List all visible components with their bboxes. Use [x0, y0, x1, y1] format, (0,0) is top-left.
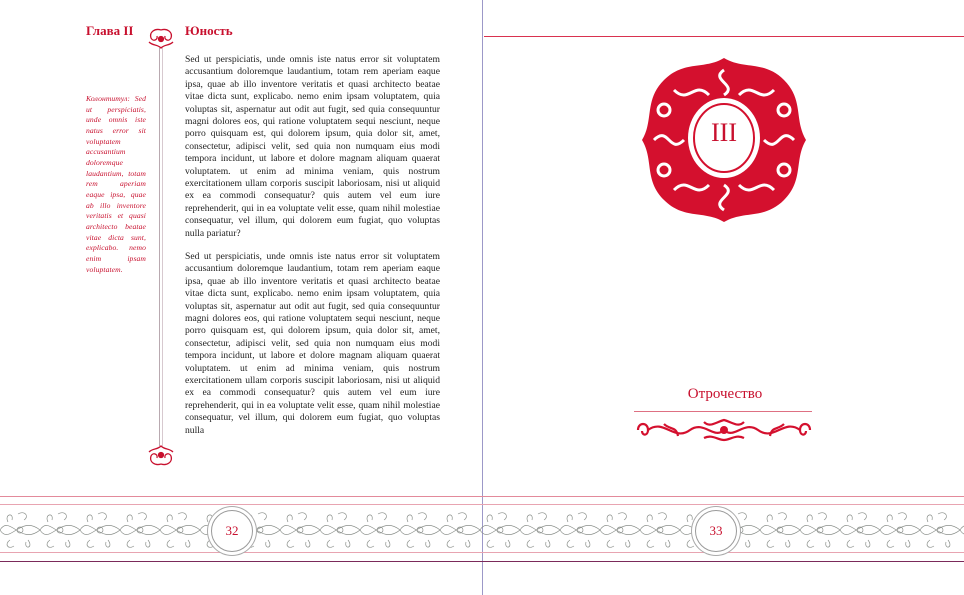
footer-rule: [0, 561, 964, 562]
footer-rule: [0, 552, 964, 553]
ornament-top-icon: [145, 26, 177, 50]
page-number-left: 32: [211, 510, 253, 552]
chapter-numeral: III: [711, 118, 737, 147]
section-title: Отрочество: [687, 386, 763, 402]
page-gutter: [482, 0, 483, 595]
header-rule: [484, 36, 964, 37]
running-title: Юность: [185, 23, 233, 38]
footer-rule: [0, 496, 964, 497]
title-rule: [634, 411, 812, 412]
body-paragraph: Sed ut perspiciatis, unde omnis iste natus error sit voluptatem accusantium doloremque laudantium, totam rem aperiam eaque ipsa, quae ab illo inventore veritatis et quasi architecto beatae vitae dicta sunt, explicabo. nemo enim ipsam voluptatem, quia voluptas sit, aspernatur aut odit aut fugit, sed quia consequuntur magni dolores eos, qui ratione voluptatem sequi nesciunt, neque porro quisquam est, qui dolorem ipsum, quia dolor sit, amet, consectetur, adipisci velit, sed quia non numquam eius modi tempora incidunt, ut labore et dolore magnam aliquam quaerat voluptatem. ut enim ad minima veniam, quis nostrum exercitationem ullam corporis suscipit laboriosam, nisi ut aliquid ex ea commodi consequatur? quis autem vel eum iure reprehenderit, qui in ea voluptate velit esse, quam nihil molestiae consequatur, vel illum, qui dolorem eum fugiat, quo voluptas nulla: [185, 251, 440, 436]
margin-rule: [159, 48, 160, 446]
chapter-label: Глава II: [86, 23, 134, 38]
margin-rule-inner: [162, 48, 163, 446]
title-ornament-icon: [634, 416, 814, 444]
footer-ornament-band: [0, 508, 964, 552]
body-paragraph: Sed ut perspiciatis, unde omnis iste natus error sit voluptatem accusantium doloremque laudantium, totam rem aperiam eaque ipsa, quae ab illo inventore veritatis et quasi architecto beatae vitae dicta sunt, explicabo. nemo enim ipsam voluptatem, quia voluptas sit, aspernatur aut odit aut fugit, sed quia consequuntur magni dolores eos, qui ratione voluptatem sequi nesciunt, neque porro quisquam est, qui dolorem ipsum, quia dolor sit, amet, consectetur, adipisci velit, sed quia non numquam eius modi tempora incidunt, ut labore et dolore magnam aliquam quaerat voluptatem. ut enim ad minima veniam, quis nostrum exercitationem ullam corporis suscipit laboriosam, nisi ut aliquid ex ea commodi consequatur? quis autem vel eum iure reprehenderit, qui in ea voluptate velit esse, quam nihil molestiae consequatur, vel illum, qui dolorem eum fugiat, quo voluptas nulla pariatur?: [185, 54, 440, 239]
ornament-bottom-icon: [145, 444, 177, 468]
footer-rule: [0, 504, 964, 505]
margin-note: Колонтитул: Sed ut perspiciatis, unde omnis iste natus error sit voluptatem accusantium doloremque laudantium, totam rem aperiam eaque ipsa, quae ab illo inventore veritatis et quasi architecto beatae vitae dicta sunt, explicabo. nemo enim ipsam voluptatem.: [86, 94, 146, 274]
page-number-right: 33: [695, 510, 737, 552]
